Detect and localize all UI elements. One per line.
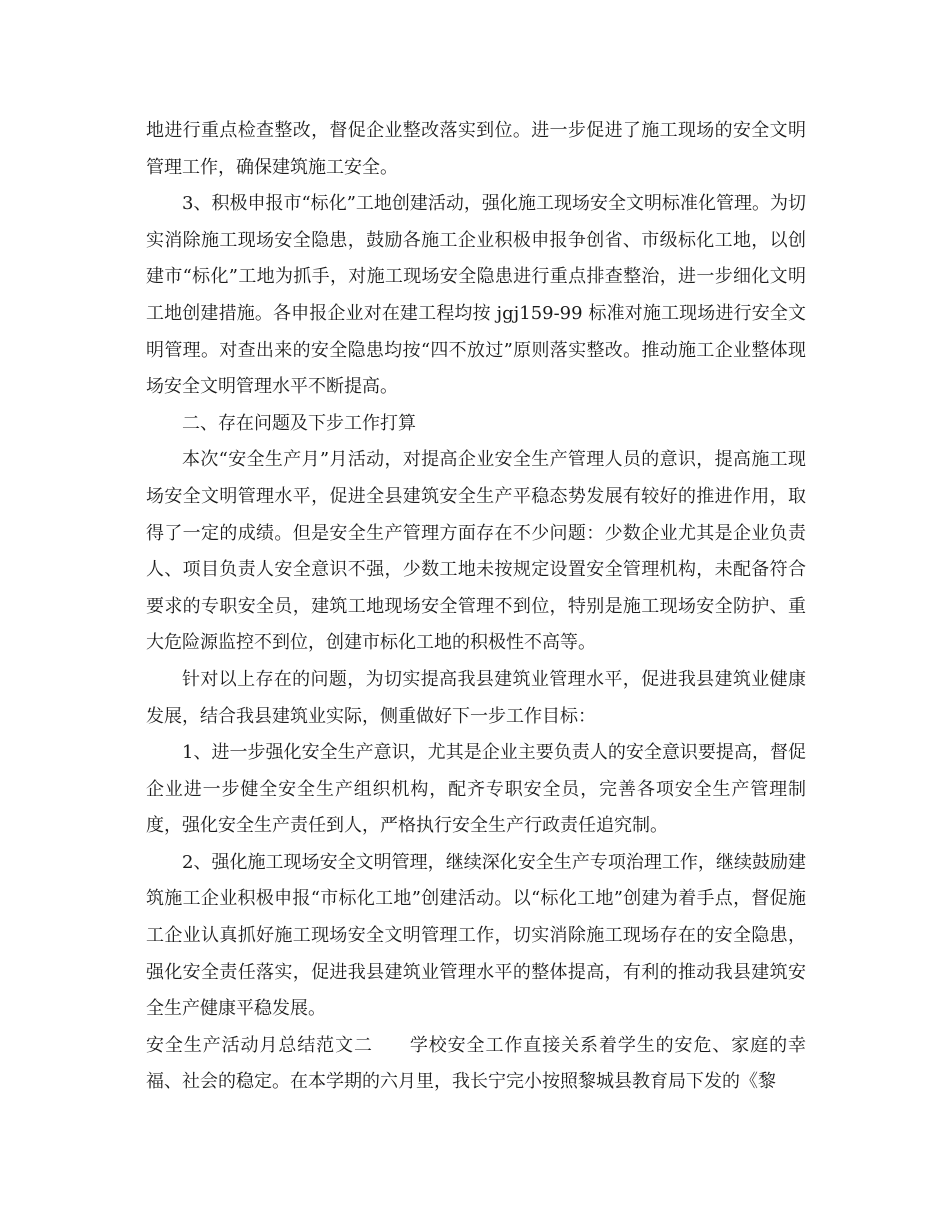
sample-two-heading: 安全生产活动月总结范文二 bbox=[146, 1034, 373, 1056]
paragraph-item-3-standardization: 3、积极申报市“标化”工地创建活动，强化施工现场安全文明标准化管理。为切实消除施工现场安全隐患，鼓励各施工企业积极申报争创省、市级标化工地，以创建市“标化”工地为抓手，对施工现场安全隐患进行重点排查整治，进一步细化文明工地创建措施。各申报企业对在建工程均按 jgj159-99 标准对施工现场进行安全文明管理。对查出来的安全隐患均按“四不放过”原则落实整改。推动施工企业整体现场安全文明管理水平不断提高。 bbox=[146, 193, 806, 398]
section-heading-problems-and-plans: 二、存在问题及下步工作打算 bbox=[182, 412, 416, 434]
paragraph-problems: 本次“安全生产月”月活动，对提高企业安全生产管理人员的意识，提高施工现场安全文明管理水平，促进全县建筑安全生产平稳态势发展有较好的推进作用，取得了一定的成绩。但是安全生产管理方面存在不少问题：少数企业尤其是企业负责人、项目负责人安全意识不强，少数工地未按规定设置安全管理机构，未配备符合要求的专职安全员，建筑工地现场安全管理不到位，特别是施工现场安全防护、重大危险源监控不到位，创建市标化工地的积极性不高等。 bbox=[146, 449, 806, 654]
paragraph-continuation: 地进行重点检查整改，督促企业整改落实到位。进一步促进了施工现场的安全文明管理工作，确保建筑施工安全。 bbox=[146, 120, 806, 178]
paragraph-sample-two bbox=[146, 1028, 806, 1101]
sample-two-text: 学校安全工作直接关系着学生的安危、家庭的幸福、社会的稳定。在本学期的六月里，我长宁完小按照黎城县教育局下发的《黎 bbox=[146, 1034, 807, 1093]
document-body bbox=[146, 113, 806, 1101]
paragraph-goals-intro: 针对以上存在的问题，为切实提高我县建筑业管理水平，促进我县建筑业健康发展，结合我县建筑业实际，侧重做好下一步工作目标： bbox=[146, 668, 806, 727]
paragraph-goal-1: 1、进一步强化安全生产意识，尤其是企业主要负责人的安全意识要提高，督促企业进一步健全安全生产组织机构，配齐专职安全员，完善各项安全生产管理制度，强化安全生产责任到人，严格执行安全生产行政责任追究制。 bbox=[146, 742, 806, 837]
paragraph-goal-2: 2、强化施工现场安全文明管理，继续深化安全生产专项治理工作，继续鼓励建筑施工企业积极申报“市标化工地”创建活动。以“标化工地”创建为着手点，督促施工企业认真抓好施工现场安全文明管理工作，切实消除施工现场存在的安全隐患，强化安全责任落实，促进我县建筑业管理水平的整体提高，有利的推动我县建筑安全生产健康平稳发展。 bbox=[146, 851, 806, 1020]
